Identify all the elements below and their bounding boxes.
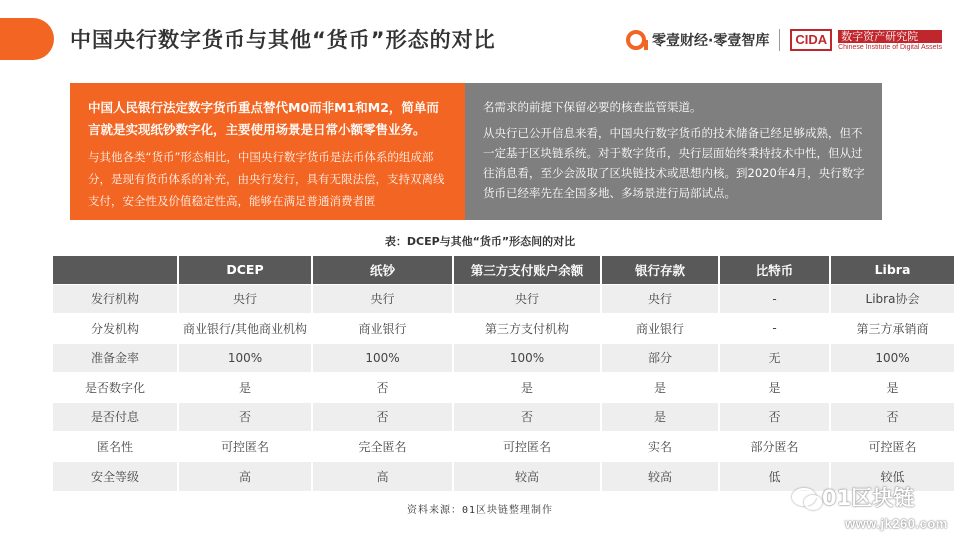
table-row <box>53 402 954 432</box>
cida-en-name: Chinese Institute of Digital Assets <box>838 43 942 51</box>
row-label: 匿名性 <box>53 432 178 462</box>
row-label: 是否付息 <box>53 402 178 432</box>
table-cell: 否 <box>178 402 312 432</box>
table-cell: Libra协会 <box>830 284 954 314</box>
watermark-wechat <box>792 482 914 512</box>
table-cell: - <box>719 314 830 344</box>
table-cell: 100% <box>830 343 954 373</box>
brand-divider <box>779 29 780 51</box>
table-cell: 是 <box>178 373 312 403</box>
cida-logo: CIDA <box>790 29 832 51</box>
header-cell: Libra <box>830 256 954 284</box>
table-cell: 是 <box>719 373 830 403</box>
comparison-table <box>53 256 954 491</box>
header-cell: 银行存款 <box>601 256 719 284</box>
table-cell: 可控匿名 <box>178 432 312 462</box>
table-header-row <box>53 256 954 284</box>
row-label: 安全等级 <box>53 461 178 491</box>
table-cell: 低 <box>719 461 830 491</box>
table-cell: 商业银行/其他商业机构 <box>178 314 312 344</box>
row-label: 是否数字化 <box>53 373 178 403</box>
table-cell: 是 <box>453 373 601 403</box>
cida-cn-name: 数字资产研究院 <box>838 30 942 43</box>
watermark-name: 01区块链 <box>822 486 915 510</box>
header-cell: 比特币 <box>719 256 830 284</box>
table-cell: 部分匿名 <box>719 432 830 462</box>
table-cell: 实名 <box>601 432 719 462</box>
table-cell: 100% <box>178 343 312 373</box>
table-cell: 商业银行 <box>312 314 453 344</box>
table-cell: 较高 <box>453 461 601 491</box>
brand-name: 零壹财经·零壹智库 <box>652 33 770 49</box>
summary-box-left <box>70 83 465 220</box>
table-row <box>53 314 954 344</box>
cida-label <box>838 30 942 51</box>
table-cell: 央行 <box>601 284 719 314</box>
brand-logo-icon <box>626 30 646 50</box>
table-cell: 否 <box>312 373 453 403</box>
row-label: 发行机构 <box>53 284 178 314</box>
table-row <box>53 432 954 462</box>
table-cell: 可控匿名 <box>830 432 954 462</box>
summary-box-right <box>465 83 882 220</box>
table-cell: 商业银行 <box>601 314 719 344</box>
table-cell: 100% <box>453 343 601 373</box>
row-label: 分发机构 <box>53 314 178 344</box>
table-cell: 是 <box>601 402 719 432</box>
table-caption: 表：DCEP与其他“货币”形态间的对比 <box>384 235 576 248</box>
table-cell: 是 <box>601 373 719 403</box>
table-cell: 完全匿名 <box>312 432 453 462</box>
table-cell: 部分 <box>601 343 719 373</box>
brand-header <box>626 27 942 53</box>
table-cell: 高 <box>312 461 453 491</box>
table-cell: 否 <box>719 402 830 432</box>
header-cell: 第三方支付账户余额 <box>453 256 601 284</box>
table-cell: 央行 <box>312 284 453 314</box>
table-cell: 第三方支付机构 <box>453 314 601 344</box>
table-cell: 100% <box>312 343 453 373</box>
table-cell: 央行 <box>178 284 312 314</box>
summary-continuation: 名需求的前提下保留必要的核查监管渠道。 <box>483 100 702 114</box>
title-accent-pill <box>0 18 54 60</box>
watermark-url: www.jk260.com <box>845 516 948 531</box>
table-cell: 否 <box>830 402 954 432</box>
table-cell: - <box>719 284 830 314</box>
header-cell: 纸钞 <box>312 256 453 284</box>
header-cell: DCEP <box>178 256 312 284</box>
table-cell: 否 <box>453 402 601 432</box>
summary-lead: 中国人民银行法定数字货币重点替代M0而非M1和M2，简单而言就是实现纸钞数字化，主要使用场景是日常小额零售业务。 <box>88 100 439 137</box>
table-cell: 高 <box>178 461 312 491</box>
table-cell: 第三方承销商 <box>830 314 954 344</box>
table-cell: 是 <box>830 373 954 403</box>
table-cell: 无 <box>719 343 830 373</box>
row-label: 准备金率 <box>53 343 178 373</box>
table-row <box>53 373 954 403</box>
table-cell: 较高 <box>601 461 719 491</box>
table-cell: 否 <box>312 402 453 432</box>
source-note: 资料来源：01区块链整理制作 <box>406 505 554 516</box>
page-title: 中国央行数字货币与其他“货币”形态的对比 <box>70 28 496 52</box>
summary-body: 与其他各类“货币”形态相比，中国央行数字货币是法币体系的组成部分，是现有货币体系的补充，由央行发行，具有无限法偿，支持双离线支付，安全性及价值稳定性高，能够在满足普通消费者匿 <box>88 150 445 208</box>
table-cell: 可控匿名 <box>453 432 601 462</box>
table-row <box>53 343 954 373</box>
wechat-icon <box>792 488 816 506</box>
header-cell <box>53 256 178 284</box>
summary-detail: 从央行已公开信息来看，中国央行数字货币的技术储备已经足够成熟，但不一定基于区块链系统。对于数字货币，央行层面始终秉持技术中性，但从过往消息看，至少会汲取了区块链技术或思想内核。到2020年4月，央行数字货币已经率先在全国多地、多场景进行局部试点。 <box>483 126 865 200</box>
table-cell: 央行 <box>453 284 601 314</box>
table-row <box>53 284 954 314</box>
table-cell: 较低 <box>830 461 954 491</box>
